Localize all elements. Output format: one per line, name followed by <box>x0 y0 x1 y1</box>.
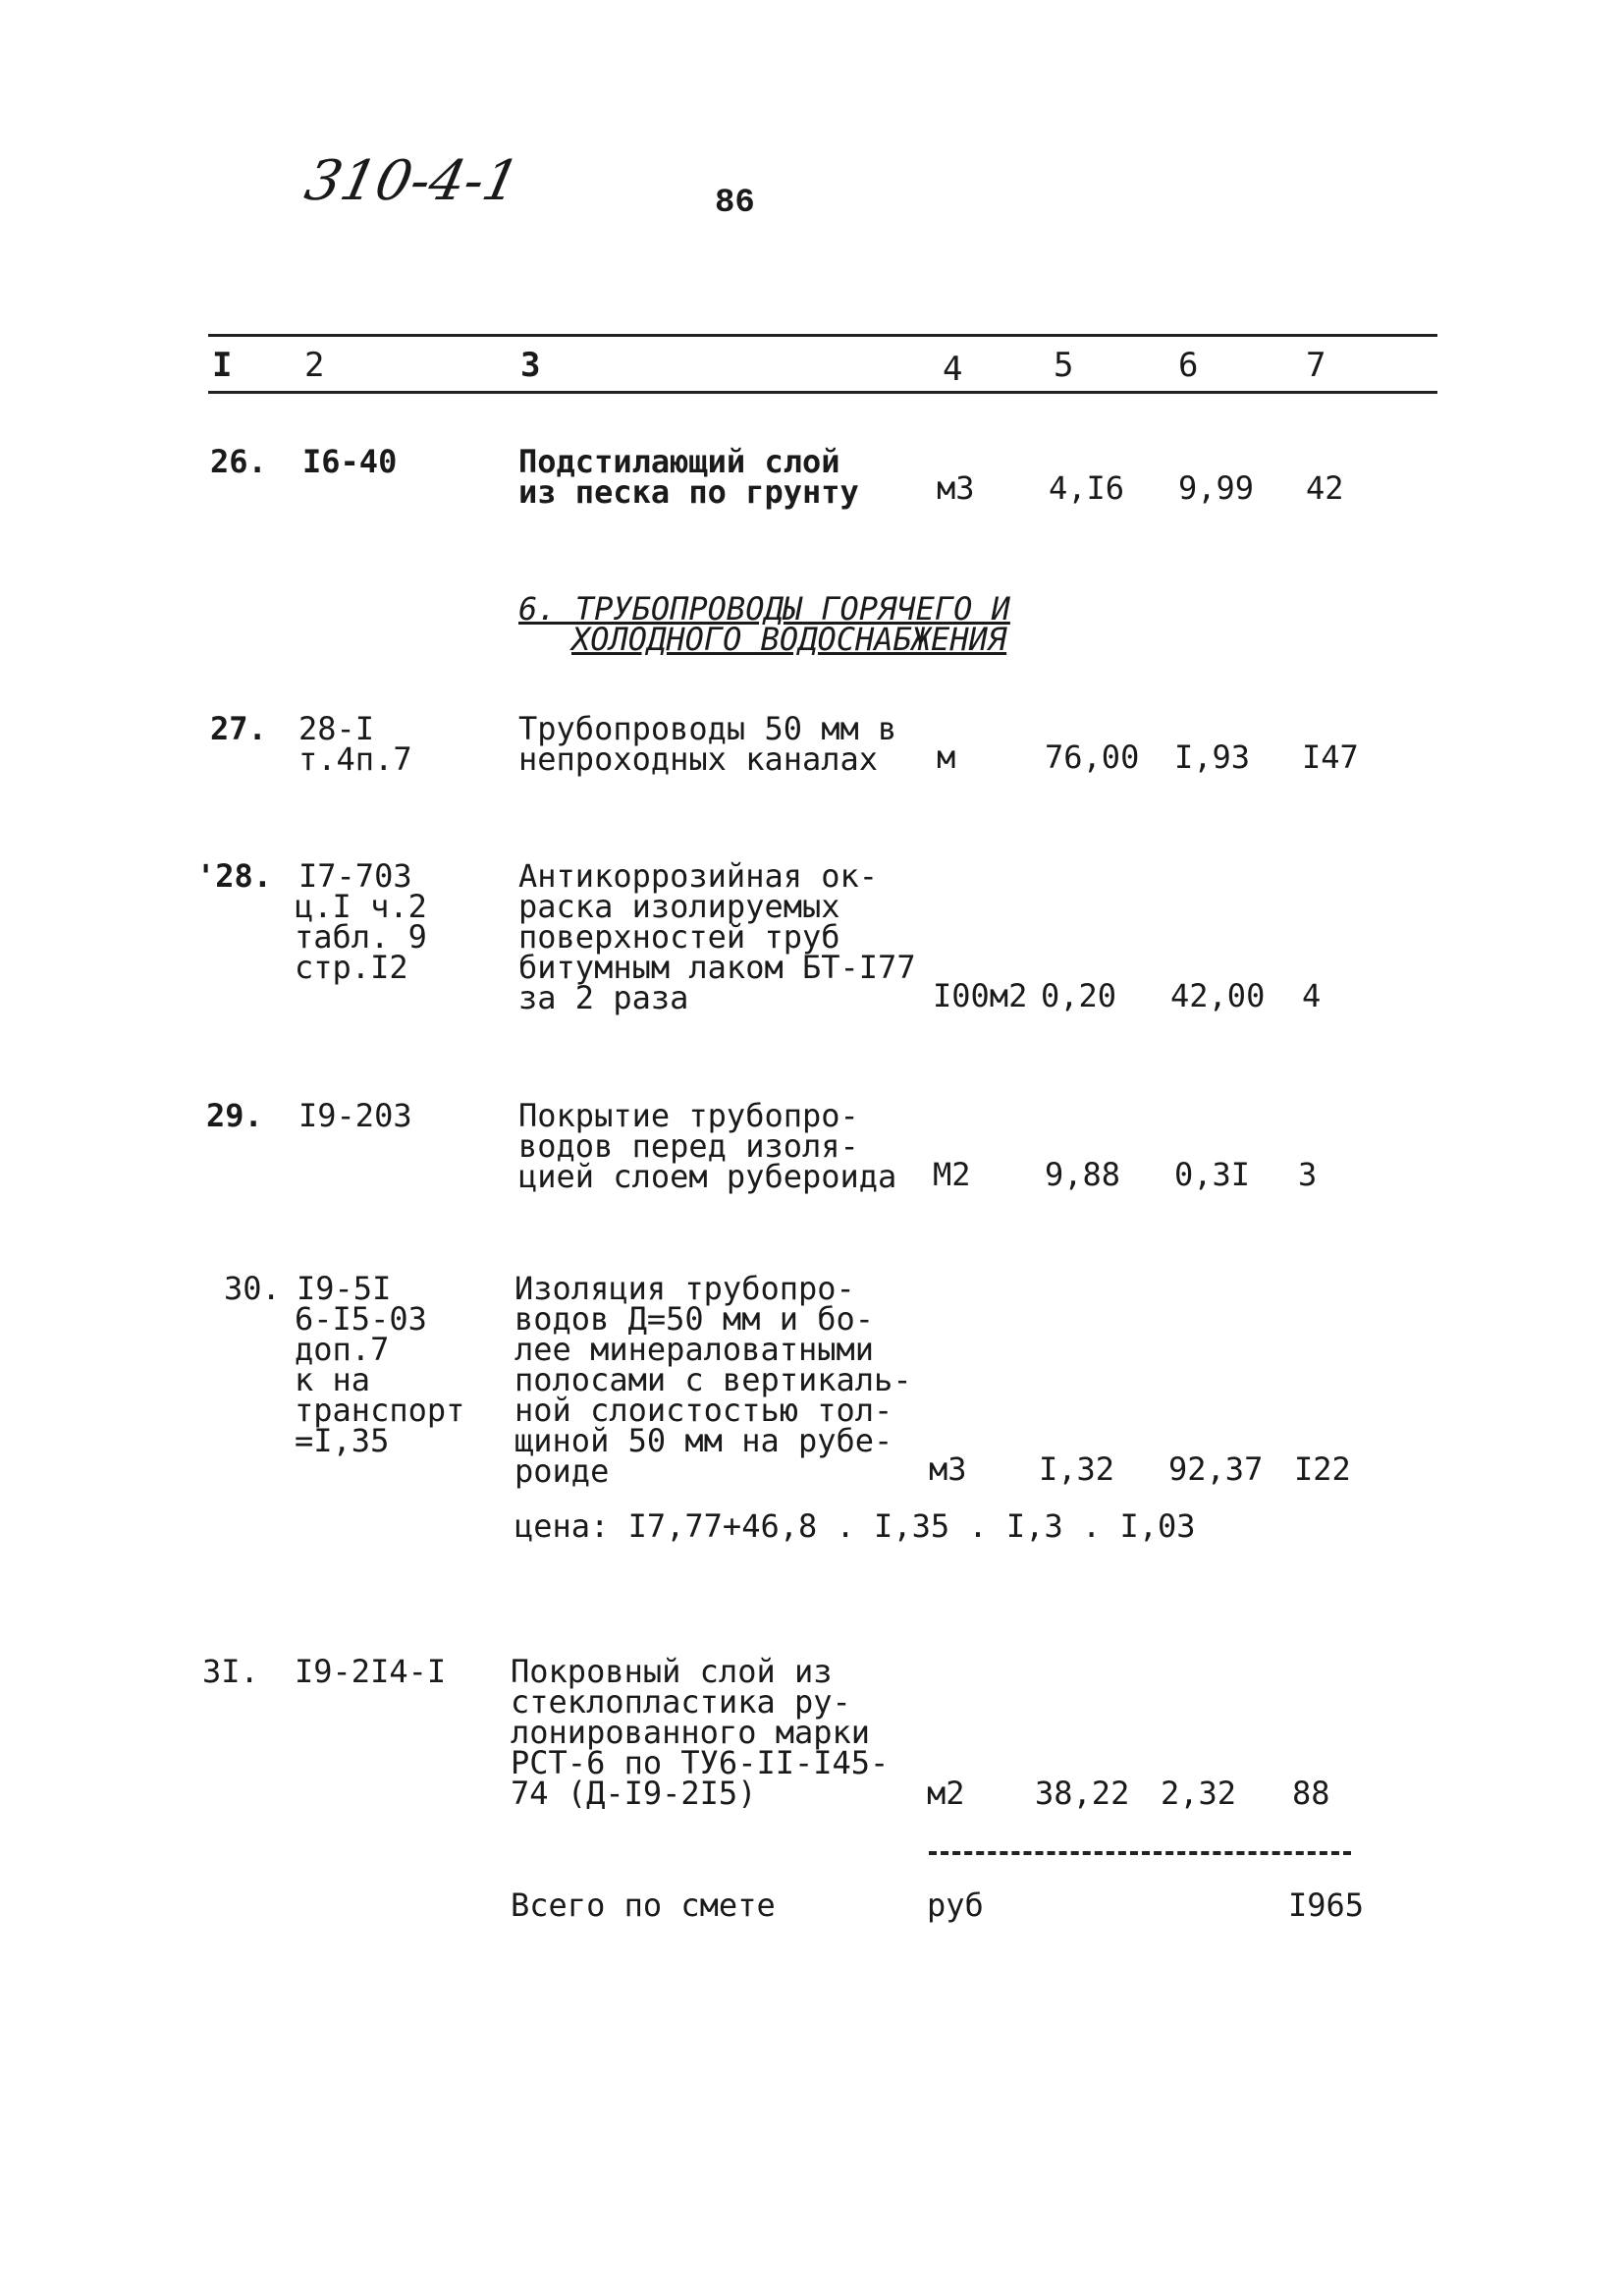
document-code: 310-4-1 <box>299 149 525 213</box>
row-code-line: к на <box>295 1361 371 1398</box>
row-description-line: 74 (Д-I9-2I5) <box>511 1775 757 1812</box>
row-unit: м3 <box>929 1450 967 1488</box>
total-unit: руб <box>927 1886 984 1924</box>
row-description-line: цией слоем рубероида <box>518 1158 897 1195</box>
row-total: 42 <box>1306 469 1344 507</box>
table-top-rule <box>208 334 1437 337</box>
row-description-line: Трубопроводы 50 мм в <box>518 710 897 747</box>
row-description-line: битумным лаком БТ-I77 <box>518 949 916 986</box>
row-total: I47 <box>1302 738 1359 776</box>
row-description-line: щиной 50 мм на рубе- <box>514 1422 893 1459</box>
row-description-line: РСТ-6 по ТУ6-II-I45- <box>511 1744 890 1781</box>
row-unit-price: 92,37 <box>1168 1450 1264 1488</box>
price-calculation-note: цена: I7,77+46,8 . I,35 . I,3 . I,03 <box>514 1507 1196 1545</box>
row-description-line: стеклопластика ру- <box>511 1683 851 1721</box>
row-description-line: лее минераловатными <box>514 1331 875 1368</box>
row-description-line: полосами с вертикаль- <box>514 1361 912 1398</box>
row-code-line: I9-5I <box>297 1270 392 1307</box>
row-unit: I00м2 <box>933 977 1028 1014</box>
row-description-line: непроходных каналах <box>518 740 879 778</box>
row-code-line: I9-2I4-I <box>295 1653 447 1690</box>
row-description-line: поверхностей труб <box>518 918 840 956</box>
row-unit: м3 <box>937 469 975 507</box>
row-code-line: I9-203 <box>298 1097 412 1134</box>
row-quantity: 9,88 <box>1045 1156 1121 1193</box>
row-code-line: ц.I ч.2 <box>295 888 427 925</box>
dashed-separator <box>929 1851 1351 1855</box>
row-code-line: стр.I2 <box>295 949 408 986</box>
row-quantity: 0,20 <box>1041 977 1117 1014</box>
section-heading-line: ХОЛОДНОГО ВОДОСНАБЖЕНИЯ <box>571 621 1007 658</box>
row-unit-price: 42,00 <box>1170 977 1266 1014</box>
row-code-line: I7-703 <box>298 857 412 895</box>
row-unit-price: 9,99 <box>1178 469 1255 507</box>
row-code-line: 28-I <box>298 710 375 747</box>
row-unit-price: 0,3I <box>1174 1156 1251 1193</box>
row-code-line: доп.7 <box>295 1331 390 1368</box>
row-quantity: 4,I6 <box>1049 469 1125 507</box>
row-description-line: Покровный слой из <box>511 1653 833 1690</box>
row-description-line: Изоляция трубопро- <box>514 1270 855 1307</box>
row-number: '28. <box>196 857 273 895</box>
row-total: 3 <box>1298 1156 1318 1193</box>
row-unit-price: I,93 <box>1174 738 1251 776</box>
row-total: 88 <box>1292 1775 1330 1812</box>
row-description-line: лонированного марки <box>511 1714 871 1751</box>
header-col-4: 4 <box>943 350 963 389</box>
row-description-line: за 2 раза <box>518 979 689 1016</box>
row-code-line: =I,35 <box>295 1422 390 1459</box>
row-code-line: 6-I5-03 <box>295 1300 427 1338</box>
row-number: 29. <box>206 1097 263 1134</box>
total-amount: I965 <box>1288 1886 1365 1924</box>
row-description-line: из песка по грунту <box>518 473 859 511</box>
row-description-line: водов Д=50 мм и бо- <box>514 1300 875 1338</box>
row-description-line: Антикоррозийная ок- <box>518 857 879 895</box>
row-description-line: Покрытие трубопро- <box>518 1097 859 1134</box>
row-description-line: роиде <box>514 1452 610 1490</box>
row-code-line: I6-40 <box>302 443 398 480</box>
header-col-2: 2 <box>304 346 325 385</box>
header-col-5: 5 <box>1054 346 1074 385</box>
row-number: 30. <box>224 1270 281 1307</box>
row-code-line: транспорт <box>295 1392 465 1429</box>
header-col-6: 6 <box>1178 346 1199 385</box>
row-unit: м2 <box>927 1775 965 1812</box>
row-number: 27. <box>210 710 267 747</box>
page-number: 86 <box>715 185 755 222</box>
row-total: I22 <box>1294 1450 1351 1488</box>
row-description-line: ной слоистостью тол- <box>514 1392 893 1429</box>
header-col-7: 7 <box>1306 346 1326 385</box>
row-number: 3I. <box>202 1653 259 1690</box>
total-label: Всего по смете <box>511 1886 776 1924</box>
row-unit-price: 2,32 <box>1161 1775 1237 1812</box>
row-unit: м <box>937 738 956 776</box>
row-quantity: I,32 <box>1039 1450 1115 1488</box>
row-description-line: Подстилающий слой <box>518 443 840 480</box>
row-code-line: т.4п.7 <box>298 740 412 778</box>
row-description-line: водов перед изоля- <box>518 1127 859 1165</box>
row-description-line: раска изолируемых <box>518 888 840 925</box>
section-heading-line: 6. ТРУБОПРОВОДЫ ГОРЯЧЕГО И <box>518 590 1010 628</box>
row-total: 4 <box>1302 977 1322 1014</box>
header-col-3: 3 <box>520 346 541 385</box>
row-number: 26. <box>210 443 267 480</box>
table-header-rule <box>208 391 1437 394</box>
row-code-line: табл. 9 <box>295 918 427 956</box>
row-unit: М2 <box>933 1156 971 1193</box>
header-col-1: I <box>212 346 233 385</box>
row-quantity: 76,00 <box>1045 738 1140 776</box>
row-quantity: 38,22 <box>1035 1775 1130 1812</box>
